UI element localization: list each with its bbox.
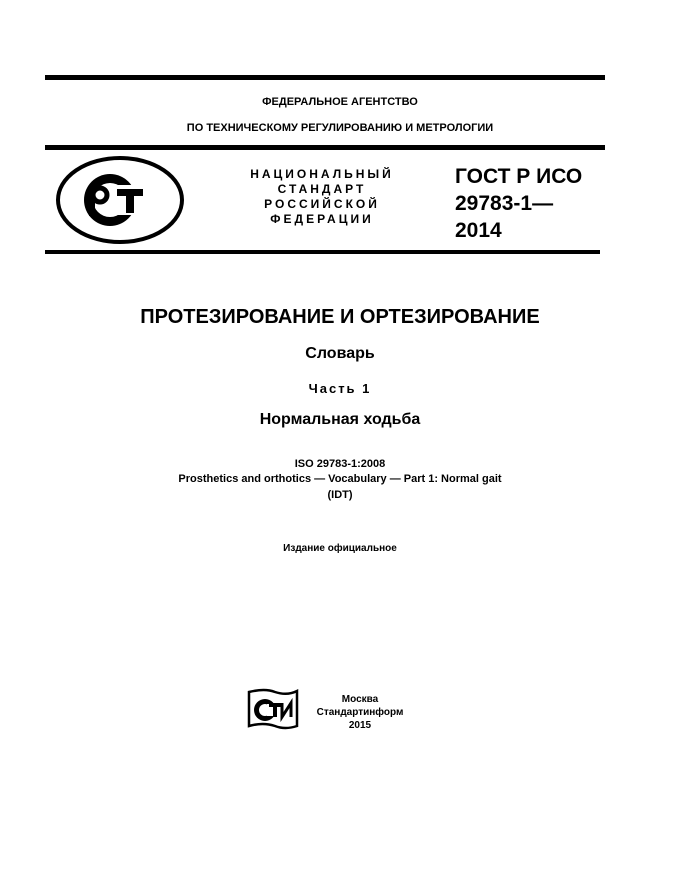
national-standard-line: ФЕДЕРАЦИИ — [270, 212, 374, 226]
gost-number — [455, 163, 582, 244]
iso-number: ISO 29783-1:2008 — [294, 458, 386, 470]
national-standard-line: СТАНДАРТ — [277, 182, 367, 196]
middle-rule — [45, 145, 605, 150]
publisher-city: Москва — [341, 694, 379, 705]
iso-title: Prosthetics and orthotics — Vocabulary — Part 1: Normal gait — [178, 473, 502, 485]
publisher-info — [305, 693, 415, 732]
document-title: ПРОТЕЗИРОВАНИЕ И ОРТЕЗИРОВАНИЕ — [140, 306, 540, 328]
iso-identity: (IDT) — [327, 489, 353, 501]
agency-line-1: ФЕДЕРАЛЬНОЕ АГЕНТСТВО — [262, 96, 418, 108]
top-rule — [45, 75, 605, 80]
national-standard-label — [232, 167, 412, 227]
national-standard-line: РОССИЙСКОЙ — [264, 197, 380, 211]
edition-label: Издание официальное — [283, 543, 397, 554]
publisher-name: Стандартинформ — [316, 707, 404, 718]
rst-logo — [55, 155, 185, 250]
agency-line-2: ПО ТЕХНИЧЕСКОМУ РЕГУЛИРОВАНИЮ И МЕТРОЛОГИИ — [186, 122, 494, 134]
part-number: Часть 1 — [308, 381, 372, 396]
gost-line: 2014 — [455, 219, 502, 242]
gost-line: 29783-1— — [455, 192, 554, 215]
part-title: Нормальная ходьба — [259, 411, 421, 428]
publisher-year: 2015 — [348, 720, 372, 731]
gost-line: ГОСТ Р ИСО — [455, 165, 583, 188]
bottom-rule — [45, 250, 600, 254]
national-standard-line: НАЦИОНАЛЬНЫЙ — [250, 167, 394, 181]
standartinform-logo — [245, 688, 301, 737]
document-subtitle: Словарь — [305, 345, 375, 362]
